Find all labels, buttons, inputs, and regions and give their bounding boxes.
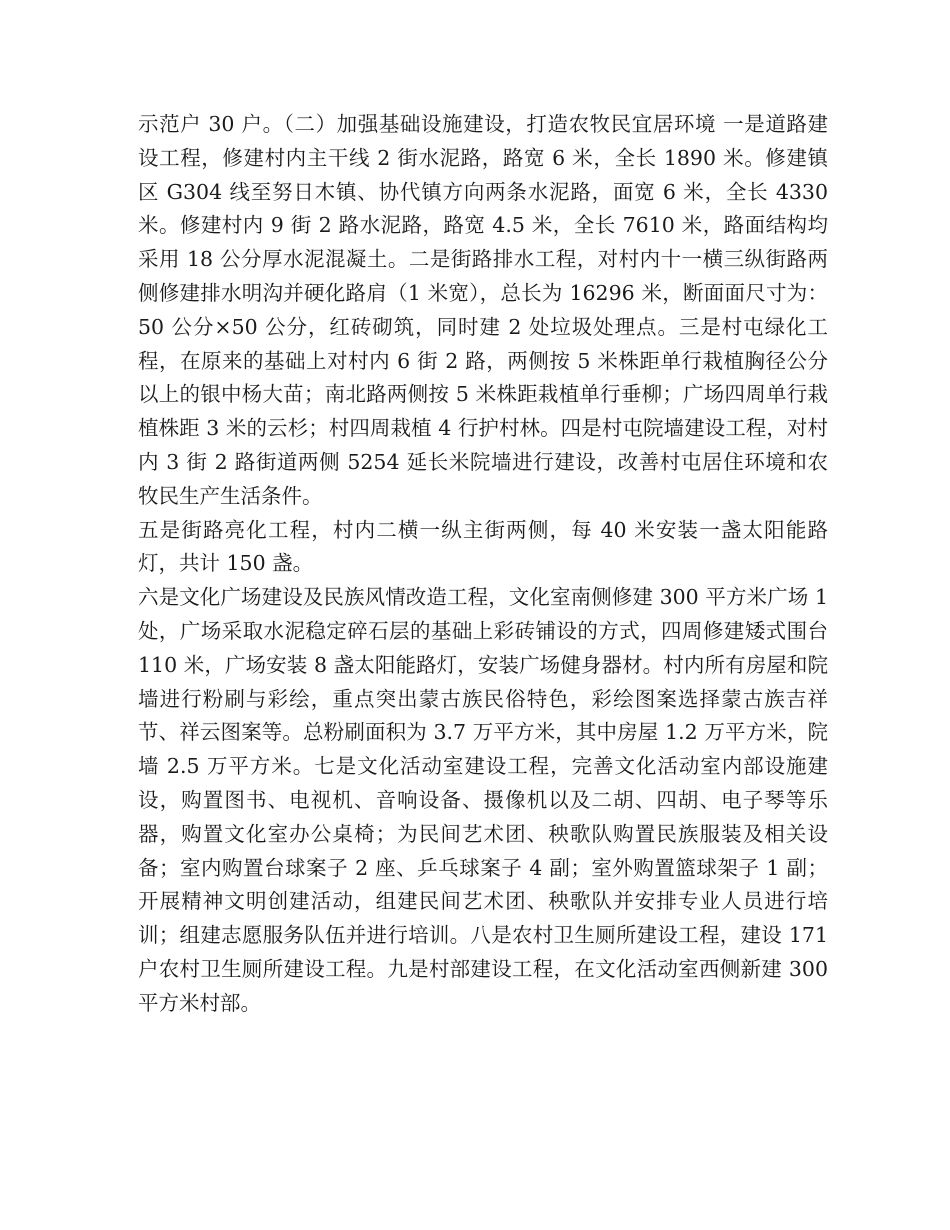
paragraph-street-lighting: 五是街路亮化工程，村内二横一纵主街两侧，每 40 米安装一盏太阳能路灯，共计 150 盏。	[138, 517, 828, 576]
document-page	[138, 108, 828, 1021]
paragraph-culture-square: 六是文化广场建设及民族风情改造工程，文化室南侧修建 300 平方米广场 1 处，广场采取水泥稳定碎石层的基础上彩砖铺设的方式，四周修建矮式围台 110 米，广场安装 8 盏太阳能路灯，安装广场健身器材。村内所有房屋和院墙进行粉刷与彩绘，重点突出蒙古族民俗特色，彩绘图案选择蒙古族吉祥节、祥云图案等。总粉刷面积为 3.7 万平方米，其中房屋 1.2 万平方米，院墙 2.5 万平方米。七是文化活动室建设工程，完善文化活动室内部设施建设，购置图书、电视机、音响设备、摄像机以及二胡、四胡、电子琴等乐器，购置文化室办公桌椅；为民间艺术团、秧歌队购置民族服装及相关设备；室内购置台球案子 2 座、乒乓球案子 4 副；室外购置篮球架子 1 副；开展精神文明创建活动，组建民间艺术团、秧歌队并安排专业人员进行培训；组建志愿服务队伍并进行培训。八是农村卫生厕所建设工程，建设 171 户农村卫生厕所建设工程。九是村部建设工程，在文化活动室西侧新建 300 平方米村部。	[138, 585, 828, 1015]
paragraph-infrastructure: 示范户 30 户。（二）加强基础设施建设，打造农牧民宜居环境 一是道路建设工程，修建村内主干线 2 街水泥路，路宽 6 米，全长 1890 米。修建镇区 G304 线至努日木镇、协代镇方向两条水泥路，面宽 6 米，全长 4330 米。修建村内 9 街 2 路水泥路，路宽 4.5 米，全长 7610 米，路面结构均采用 18 公分厚水泥混凝土。二是街路排水工程，对村内十一横三纵街路两侧修建排水明沟并硬化路肩（1 米宽），总长为 16296 米，断面面尺寸为：50 公分×50 公分，红砖砌筑，同时建 2 处垃圾处理点。三是村屯绿化工程，在原来的基础上对村内 6 街 2 路，两侧按 5 米株距单行栽植胸径公分以上的银中杨大苗；南北路两侧按 5 米株距栽植单行垂柳；广场四周单行栽植株距 3 米的云杉；村四周栽植 4 行护村林。四是村屯院墙建设工程，对村内 3 街 2 路街道两侧 5254 延长米院墙进行建设，改善村屯居住环境和农牧民生产生活条件。	[138, 112, 828, 508]
